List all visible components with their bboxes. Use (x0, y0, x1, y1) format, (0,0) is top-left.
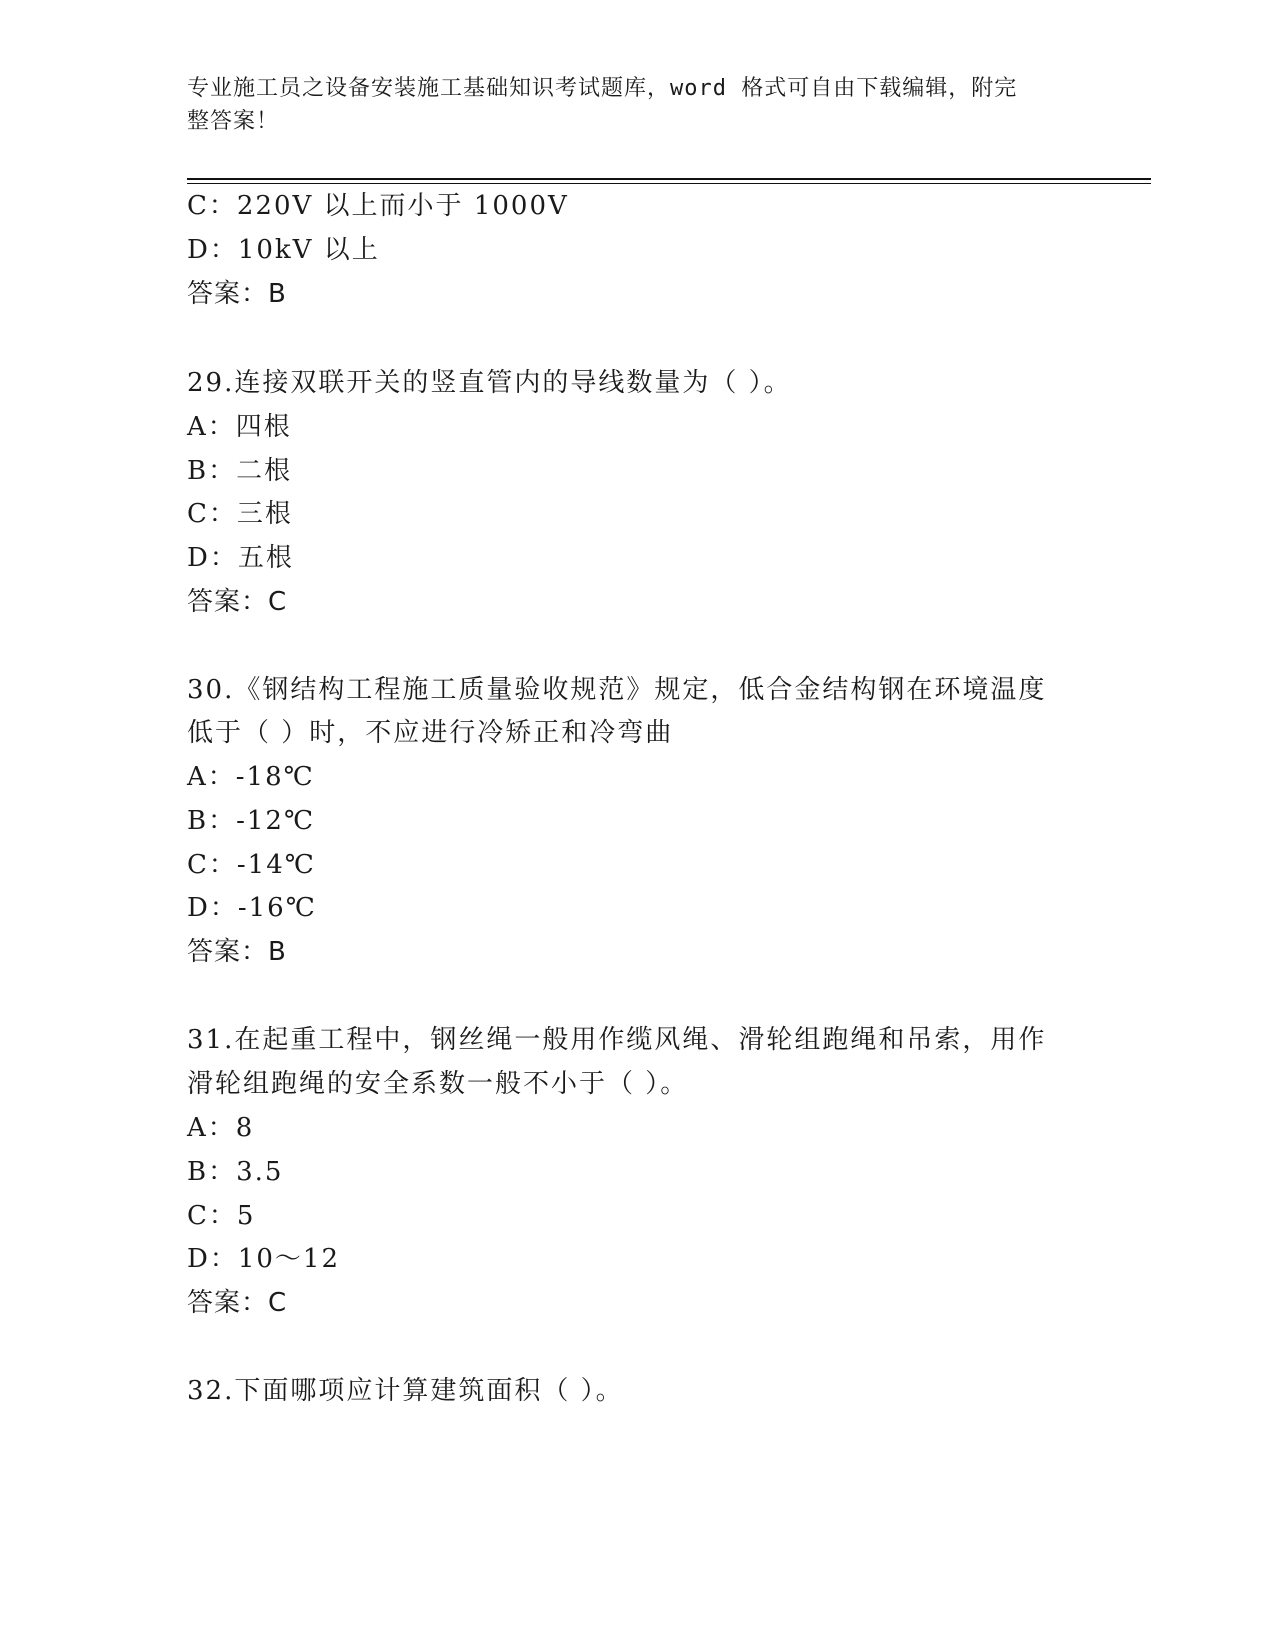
option-b-q30: B：-12℃ (187, 806, 316, 836)
header-line-2: 整答案！ (187, 109, 280, 134)
header-line-1: 专业施工员之设备安装施工基础知识考试题库，word 格式可自由下载编辑，附完 (187, 76, 1018, 101)
question-32: 32.下面哪项应计算建筑面积（ ）。 (187, 1376, 624, 1406)
answer-q28: 答案：B (187, 279, 287, 309)
option-c-q28: C：220V 以上而小于 1000V (187, 191, 569, 221)
question-31-line-2: 滑轮组跑绳的安全系数一般不小于（ ）。 (187, 1069, 689, 1099)
header-divider-thin (187, 183, 1151, 184)
option-d-q28: D：10kV 以上 (187, 235, 380, 265)
option-c-q31: C：5 (187, 1201, 256, 1231)
option-a-q30: A：-18℃ (187, 762, 315, 792)
question-30-line-1: 30.《钢结构工程施工质量验收规范》规定，低合金结构钢在环境温度 (187, 675, 1047, 705)
option-d-q31: D：10～12 (187, 1244, 341, 1274)
question-31-line-1: 31.在起重工程中，钢丝绳一般用作缆风绳、滑轮组跑绳和吊索，用作 (187, 1025, 1047, 1055)
document-header (187, 72, 1067, 138)
option-d-q29: D：五根 (187, 543, 294, 573)
option-d-q30: D：-16℃ (187, 893, 317, 923)
option-a-q31: A：8 (187, 1113, 255, 1143)
answer-q31: 答案：C (187, 1288, 288, 1318)
option-b-q29: B：二根 (187, 456, 293, 486)
question-29: 29.连接双联开关的竖直管内的导线数量为（ ）。 (187, 368, 792, 398)
option-a-q29: A：四根 (187, 412, 292, 442)
question-30-line-2: 低于（ ）时，不应进行冷矫正和冷弯曲 (187, 718, 674, 748)
answer-q30: 答案：B (187, 937, 287, 967)
option-b-q31: B：3.5 (187, 1157, 284, 1187)
option-c-q30: C：-14℃ (187, 850, 316, 880)
answer-q29: 答案：C (187, 587, 288, 617)
option-c-q29: C：三根 (187, 499, 293, 529)
header-divider-thick (187, 178, 1151, 180)
